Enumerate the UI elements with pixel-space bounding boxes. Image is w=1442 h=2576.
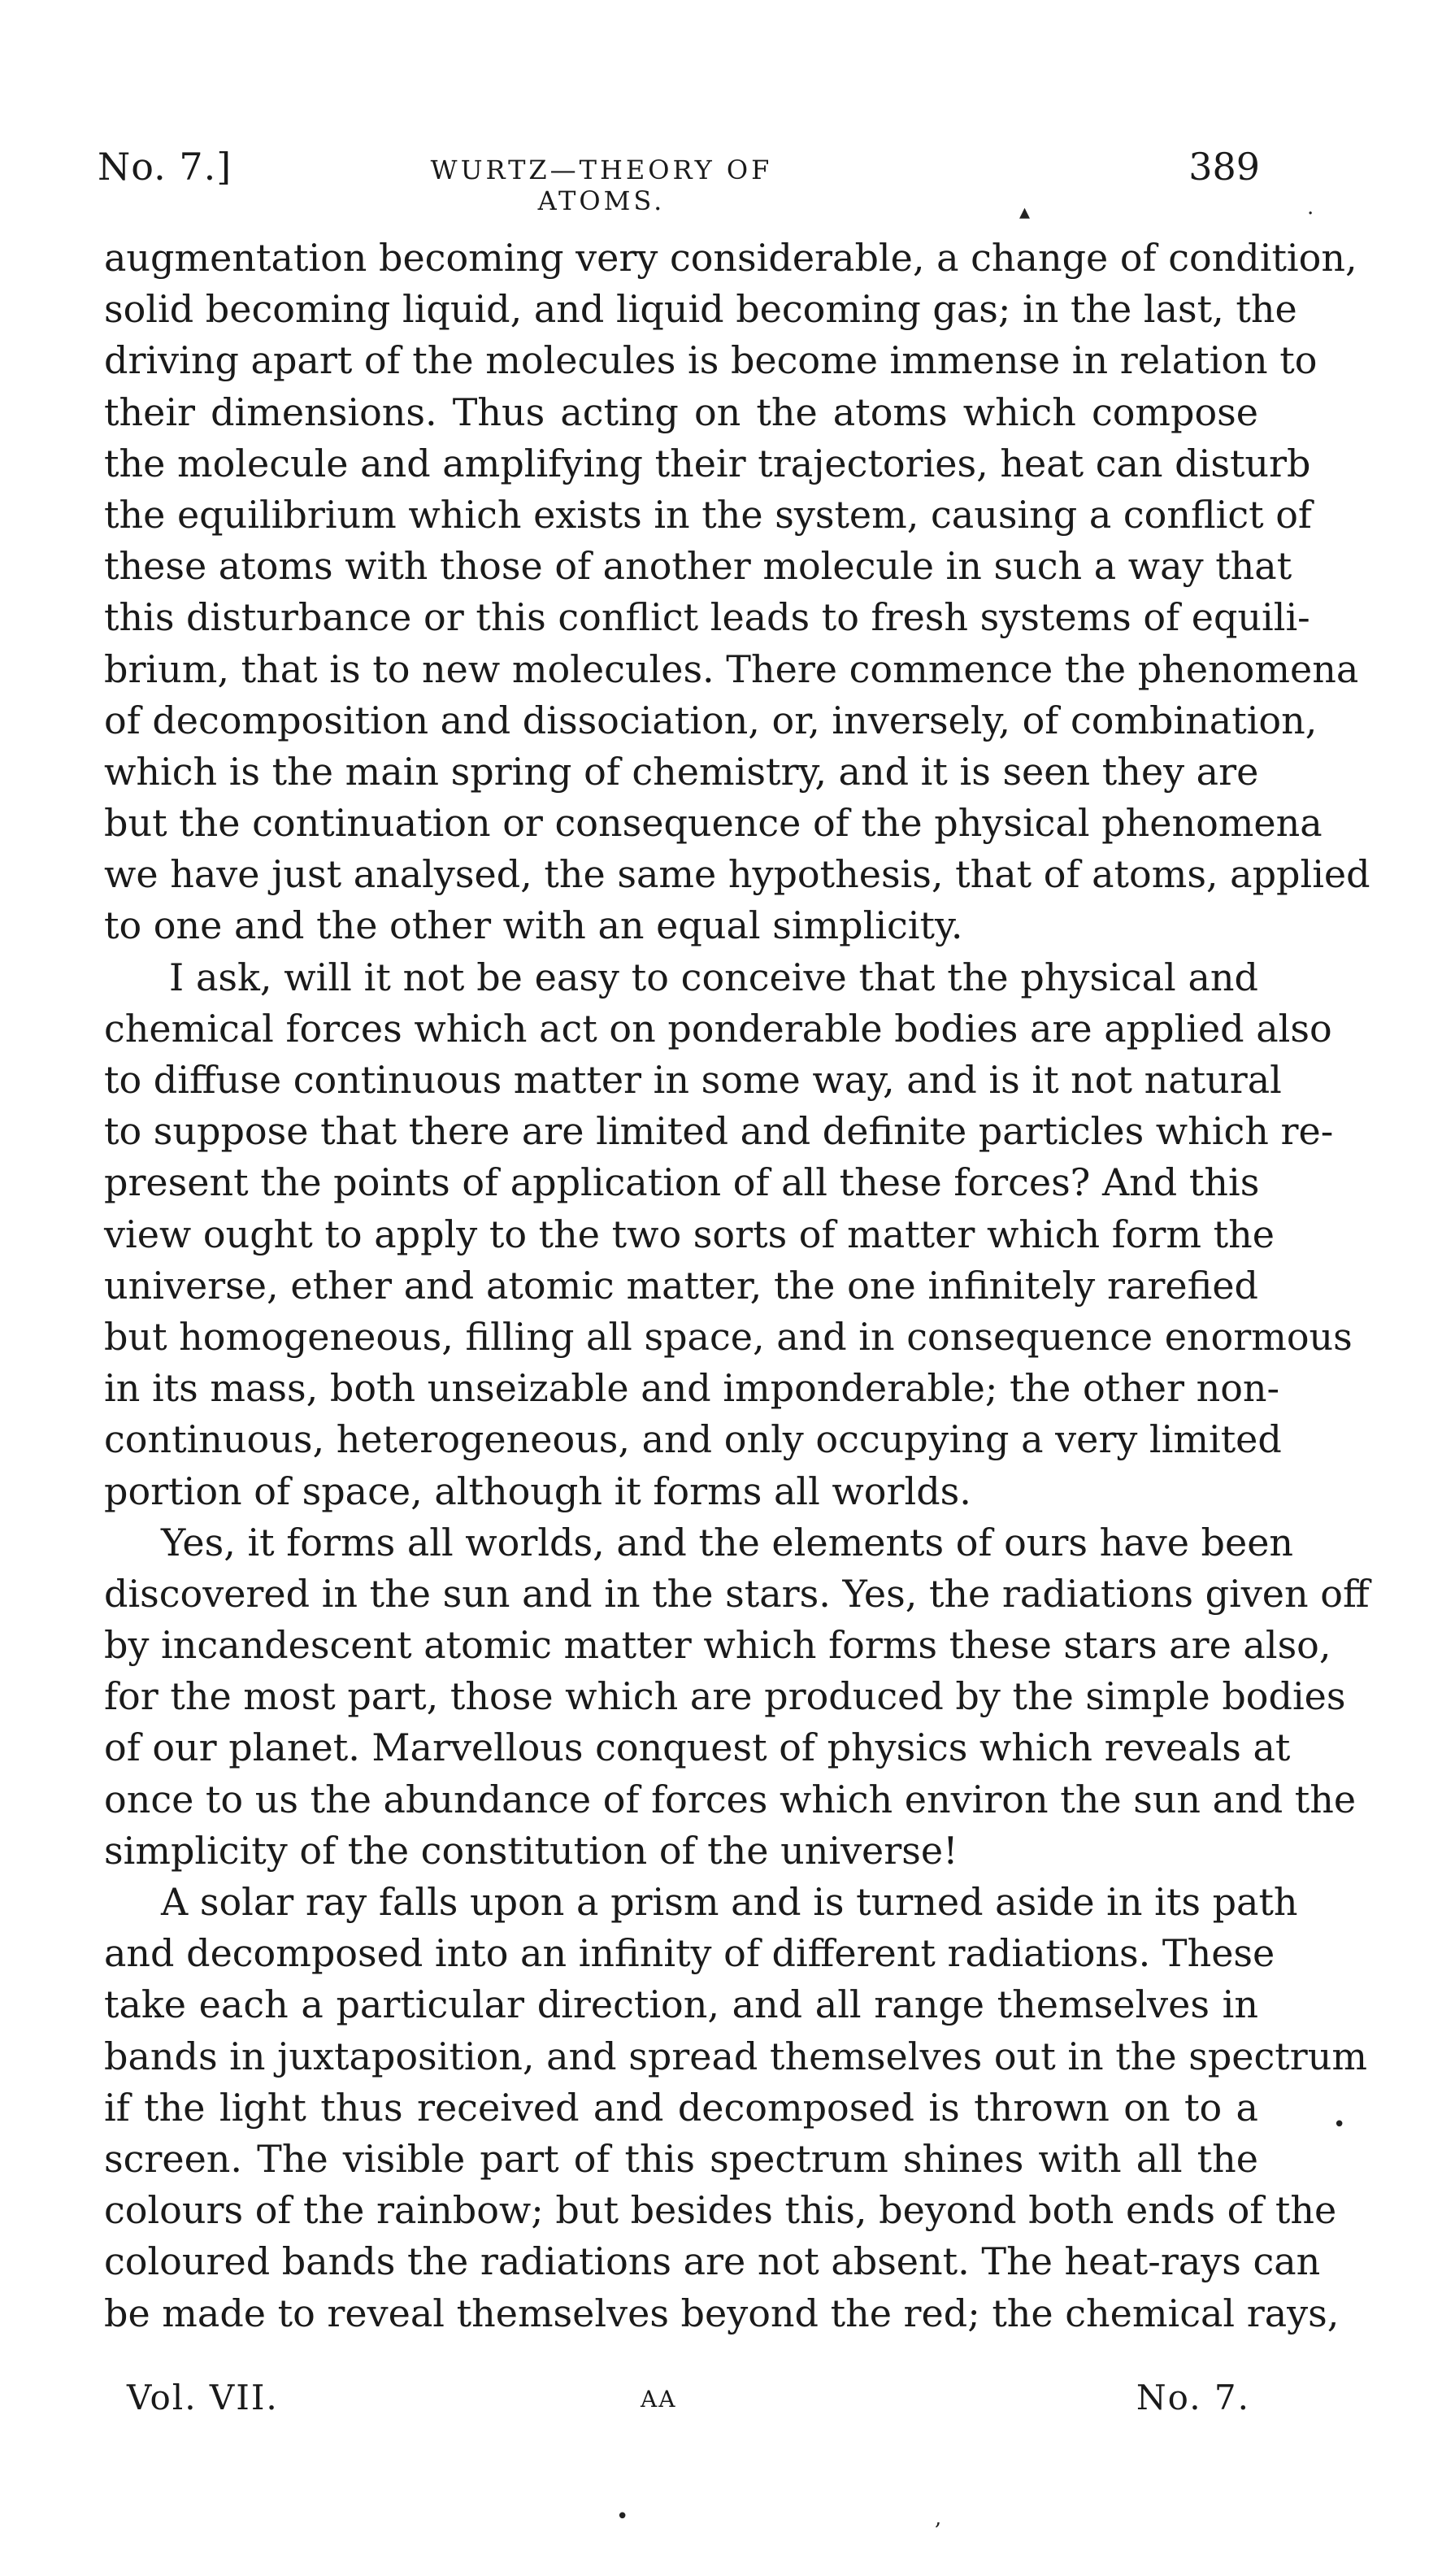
text-line: present the points of application of all these forces? And this xyxy=(104,1160,1260,1205)
text-line: the molecule and amplifying their trajectories, heat can disturb xyxy=(104,441,1311,485)
text-line: to one and the other with an equal simplicity. xyxy=(104,903,963,948)
text-line: Yes, it forms all worlds, and the elements of ours have been xyxy=(161,1520,1294,1564)
page-number: 389 xyxy=(1188,145,1260,189)
text-line: chemical forces which act on ponderable bodies are applied also xyxy=(104,1006,1332,1051)
page-footer xyxy=(104,2378,1258,2426)
text-line: discovered in the sun and in the stars. Yes, the radiations given off xyxy=(104,1571,1370,1616)
text-line: but the continuation or consequence of the physical phenomena xyxy=(104,801,1323,846)
text-line: augmentation becoming very considerable, a change of condition, xyxy=(104,236,1357,280)
running-title: WURTZ—THEORY OF ATOMS. xyxy=(430,154,773,216)
text-line: A solar ray falls upon a prism and is turned aside in its path xyxy=(161,1880,1298,1924)
text-line: portion of space, although it forms all worlds. xyxy=(104,1469,971,1513)
text-line: coloured bands the radiations are not absent. The heat-rays can xyxy=(104,2239,1321,2284)
running-head xyxy=(98,145,1260,216)
text-line: simplicity of the constitution of the universe! xyxy=(104,1828,958,1873)
text-line: and decomposed into an infinity of different radiations. These xyxy=(104,1931,1275,1976)
signature-mark: AA xyxy=(641,2386,677,2413)
body-text xyxy=(104,233,1370,2339)
text-line: colours of the rainbow; but besides this, beyond both ends of the xyxy=(104,2188,1337,2233)
text-line: screen. The visible part of this spectrum shines with all the xyxy=(104,2136,1258,2181)
volume-label: Vol. VII. xyxy=(127,2378,279,2417)
issue-number: No. 7.] xyxy=(98,145,232,189)
text-line: be made to reveal themselves beyond the red; the chemical rays, xyxy=(104,2291,1340,2335)
text-line: bands in juxtaposition, and spread themselves out in the spectrum xyxy=(104,2034,1368,2078)
text-line: to diffuse continuous matter in some way, and is it not natural xyxy=(104,1058,1282,1102)
text-line: solid becoming liquid, and liquid becoming gas; in the last, the xyxy=(104,287,1297,332)
text-line: view ought to apply to the two sorts of matter which form the xyxy=(104,1212,1275,1256)
stray-mark: • xyxy=(1333,2113,1346,2137)
stray-mark: • xyxy=(616,2504,629,2529)
text-line: but homogeneous, filling all space, and in consequence enormous xyxy=(104,1314,1353,1359)
text-line: by incandescent atomic matter which forms these stars are also, xyxy=(104,1623,1331,1668)
text-line: to suppose that there are limited and definite particles which re- xyxy=(104,1109,1334,1154)
stray-mark: ▴ xyxy=(1019,200,1031,224)
text-line: once to us the abundance of forces which environ the sun and the xyxy=(104,1777,1357,1821)
text-line: universe, ether and atomic matter, the one infinitely rarefied xyxy=(104,1263,1258,1308)
footer-issue-number: No. 7. xyxy=(1136,2378,1250,2417)
text-line: the equilibrium which exists in the system, causing a conflict of xyxy=(104,492,1312,537)
text-line: driving apart of the molecules is become immense in relation to xyxy=(104,338,1318,383)
text-line: continuous, heterogeneous, and only occupying a very limited xyxy=(104,1417,1282,1462)
text-line: in its mass, both unseizable and imponderable; the other non- xyxy=(104,1366,1280,1411)
text-line: of decomposition and dissociation, or, inversely, of combination, xyxy=(104,698,1318,742)
text-line: of our planet. Marvellous conquest of physics which reveals at xyxy=(104,1725,1291,1770)
text-line: take each a particular direction, and all range themselves in xyxy=(104,1982,1258,2027)
stray-mark: , xyxy=(935,2506,942,2530)
text-line: their dimensions. Thus acting on the atoms which compose xyxy=(104,389,1258,434)
text-line: for the most part, those which are produced by the simple bodies xyxy=(104,1674,1346,1719)
text-line: if the light thus received and decomposed is thrown on to a xyxy=(104,2085,1258,2130)
text-line: which is the main spring of chemistry, and it is seen they are xyxy=(104,749,1259,794)
text-line: we have just analysed, the same hypothesis, that of atoms, applied xyxy=(104,852,1370,897)
text-line: this disturbance or this conflict leads to fresh systems of equili- xyxy=(104,595,1310,640)
stray-mark: . xyxy=(1307,195,1314,220)
text-line: I ask, will it not be easy to conceive that the physical and xyxy=(169,955,1258,999)
text-line: brium, that is to new molecules. There commence the phenomena xyxy=(104,646,1359,691)
text-line: these atoms with those of another molecule in such a way that xyxy=(104,544,1292,589)
